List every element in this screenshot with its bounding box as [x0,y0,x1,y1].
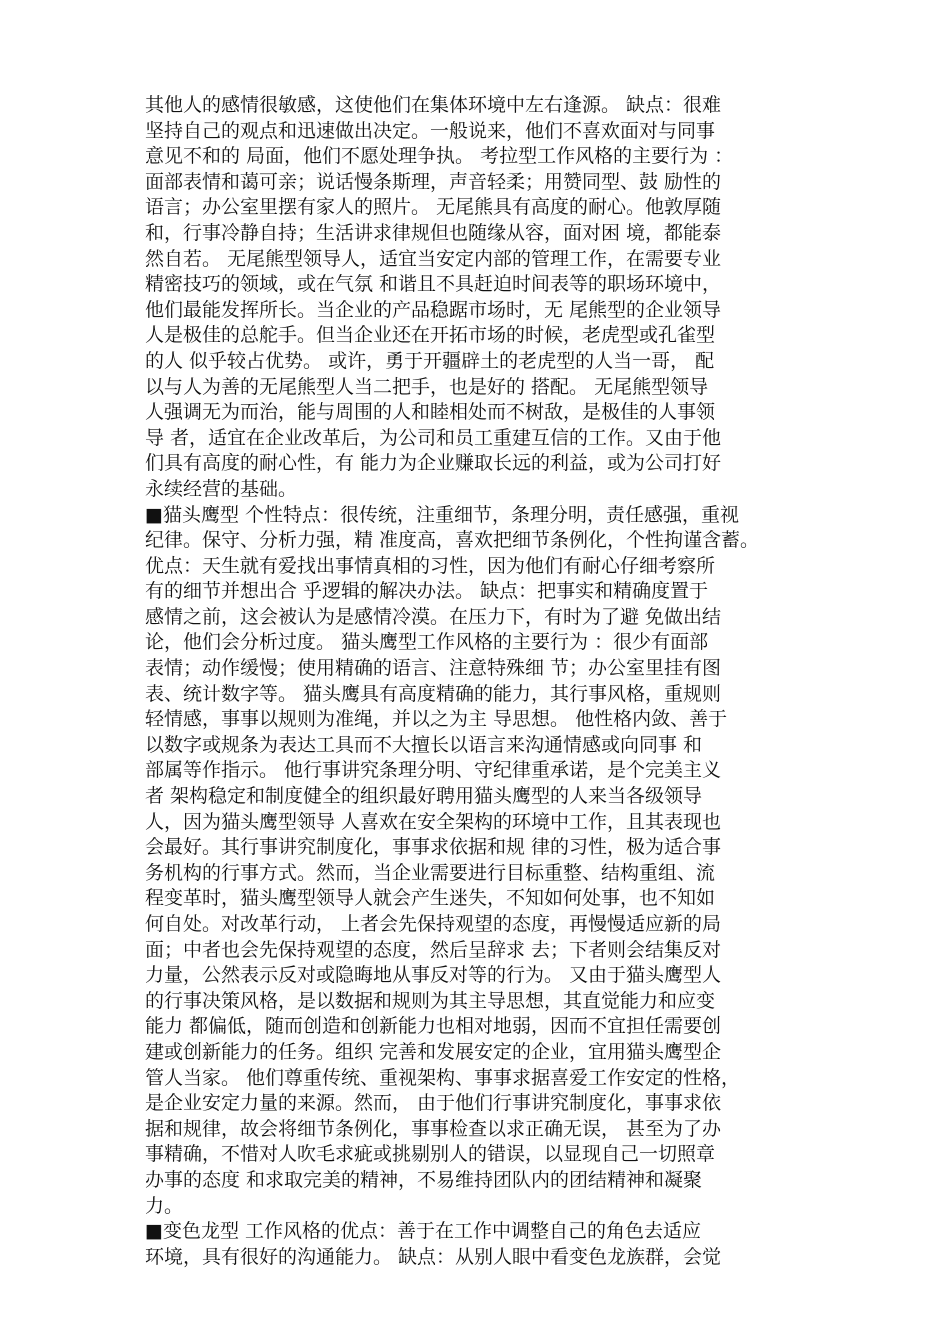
text-line: 是企业安定力量的来源。然而， 由于他们行事讲究制度化，事事求依 [145,1092,722,1115]
text-line: 坚持自己的观点和迅速做出决定。一般说来，他们不喜欢面对与同事 [145,119,716,142]
text-line: 面部表情和蔼可亲；说话慢条斯理，声音轻柔；用赞同型、鼓 励性的 [145,170,722,193]
text-line: 表情；动作缓慢；使用精确的语言、注意特殊细 节；办公室里挂有图 [145,657,722,680]
text-line: 表、统计数字等。 猫头鹰具有高度精确的能力，其行事风格，重规则 [145,682,722,705]
text-line: 意见不和的 局面，他们不愿处理争执。 考拉型工作风格的主要行为 ： [145,145,734,168]
text-line: 们具有高度的耐心性，有 能力为企业赚取长远的利益，或为公司打好 [145,452,722,475]
text-line: 据和规律，故会将细节条例化，事事检查以求正确无误， 甚至为了办 [145,1117,722,1140]
text-line: 语言；办公室里摆有家人的照片。 无尾熊具有高度的耐心。他敦厚随 [145,196,722,219]
text-line: 环境，具有很好的沟通能力。 缺点：从别人眼中看变色龙族群，会觉 [145,1245,722,1268]
text-line: 事精确，不惜对人吹毛求疵或挑剔别人的错误，以显现自己一切照章 [145,1143,716,1166]
text-line: 面；中者也会先保持观望的态度，然后呈辞求 去；下者则会结集反对 [145,938,722,961]
text-line: 永续经营的基础。 [145,477,298,500]
text-line: 他们最能发挥所长。当企业的产品稳踞市场时，无 尾熊型的企业领导 [145,298,722,321]
text-line: ■猫头鹰型 个性特点：很传统，注重细节，条理分明，责任感强，重视 [145,503,739,526]
text-line: 论，他们会分析过度。 猫头鹰型工作风格的主要行为 ：很少有面部 [145,631,709,654]
text-line: 导 者，适宜在企业改革后，为公司和员工重建互信的工作。又由于他 [145,426,722,449]
text-line: 力。 [145,1194,184,1217]
text-line: 以数字或规条为表达工具而不大擅长以语言来沟通情感或向同事 和 [145,733,703,756]
text-line: 者 架构稳定和制度健全的组织最好聘用猫头鹰型的人来当各级领导 [145,785,703,808]
text-line: 部属等作指示。 他行事讲究条理分明、守纪律重承诺，是个完美主义 [145,759,722,782]
text-line: 程变革时，猫头鹰型领导人就会产生迷失，不知如何处事，也不知如 [145,887,716,910]
text-line: 其他人的感情很敏感，这使他们在集体环境中左右逢源。 缺点：很难 [145,94,722,116]
text-line: 能力 都偏低，随而创造和创新能力也相对地弱，因而不宜担任需要创 [145,1015,722,1038]
text-line: 有的细节并想出合 乎逻辑的解决办法。 缺点：把事实和精确度置于 [145,580,709,603]
text-line: 精密技巧的领域，或在气氛 和谐且不具赶迫时间表等的职场环境中， [145,273,722,296]
text-line: 人，因为猫头鹰型领导 人喜欢在安全架构的环境中工作，且其表现也 [145,810,722,833]
text-line: 以与人为善的无尾熊型人当二把手，也是好的 搭配。 无尾熊型领导 [145,375,709,398]
text-line: 管人当家。 他们尊重传统、重视架构、事事求据喜爱工作安定的性格， [145,1066,741,1089]
text-line: 的人 似乎较占优势。 或许，勇于开疆辟土的老虎型的人当一哥， 配 [145,349,715,372]
text-line: 轻情感，事事以规则为准绳，并以之为主 导思想。 他性格内敛、善于 [145,708,728,731]
text-line: 纪律。保守、分析力强，精 准度高，喜欢把细节条例化，个性拘谨含蓄。 [145,529,760,552]
text-line: 办事的态度 和求取完美的精神，不易维持团队内的团结精神和凝聚 [145,1168,703,1191]
text-line: 人是极佳的总舵手。但当企业还在开拓市场的时候，老虎型或孔雀型 [145,324,716,347]
text-line: 感情之前，这会被认为是感情冷漠。在压力下，有时为了避 免做出结 [145,605,722,628]
text-line: 和，行事冷静自持；生活讲求律规但也随缘从容，面对困 境，都能泰 [145,221,722,244]
document-body [145,93,813,1270]
text-line: 何自处。对改革行动， 上者会先保持观望的态度，再慢慢适应新的局 [145,913,722,935]
text-line: 的行事决策风格，是以数据和规则为其主导思想，其直觉能力和应变 [145,989,716,1012]
text-line: 力量，公然表示反对或隐晦地从事反对等的行为。 又由于猫头鹰型人 [145,964,722,987]
text-line: 建或创新能力的任务。组织 完善和发展安定的企业，宜用猫头鹰型企 [145,1040,722,1063]
text-line: 人强调无为而治，能与周围的人和睦相处而不树敌，是极佳的人事领 [145,401,716,424]
text-line: ■变色龙型 工作风格的优点：善于在工作中调整自己的角色去适应 [145,1220,701,1243]
text-line: 优点：天生就有爱找出事情真相的习性，因为他们有耐心仔细考察所 [145,554,716,577]
text-line: 会最好。其行事讲究制度化，事事求依据和规 律的习性，极为适合事 [145,836,722,859]
text-line: 然自若。 无尾熊型领导人，适宜当安定内部的管理工作，在需要专业 [145,247,722,270]
text-line: 务机构的行事方式。然而，当企业需要进行目标重整、结构重组、流 [145,861,716,884]
